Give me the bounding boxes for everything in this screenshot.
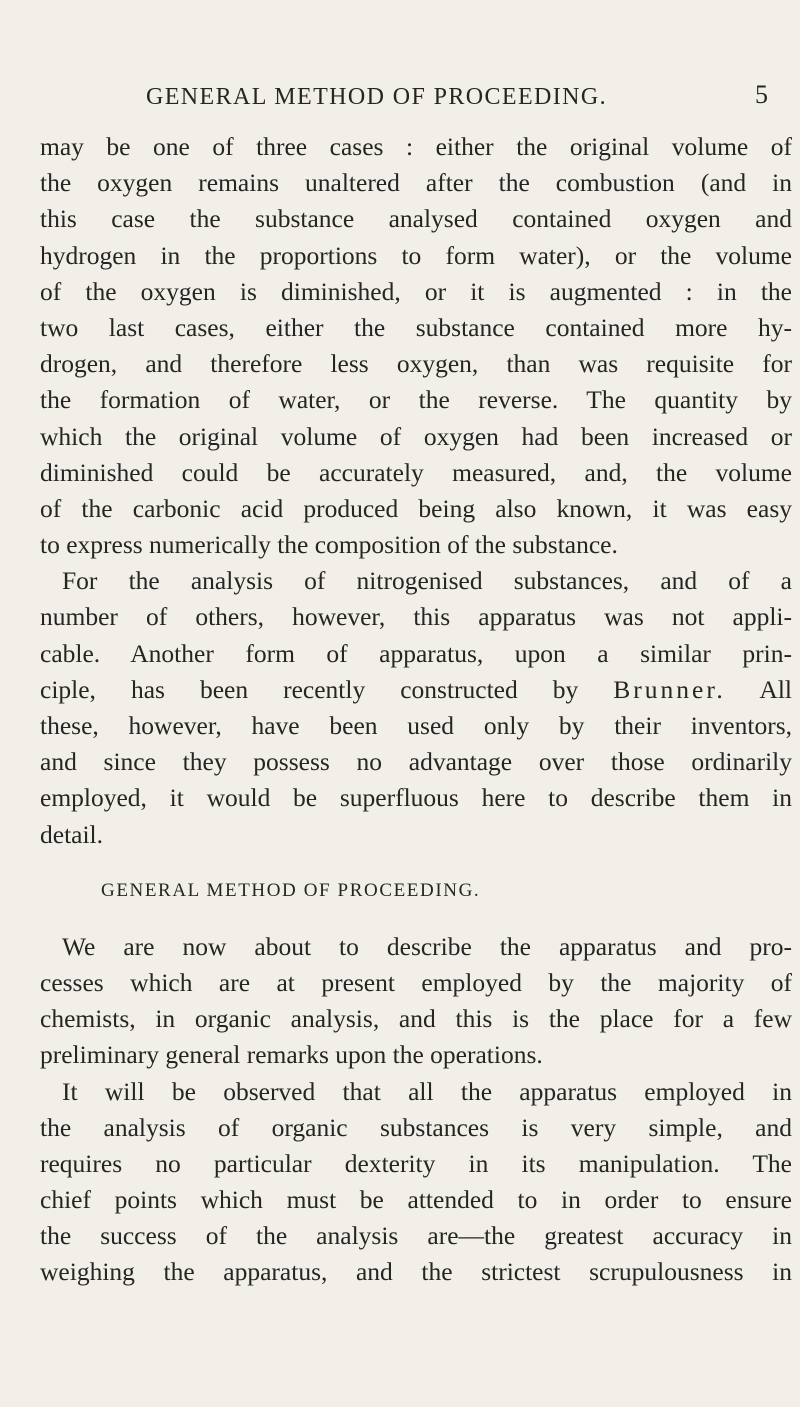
text-span: All: [759, 674, 792, 704]
text-span: ciple, has been recently constructed by: [40, 674, 579, 704]
text-line: of the carbonic acid produced being also known, it was easy: [40, 493, 792, 523]
paragraph: [40, 129, 792, 563]
text-line: chief points which must be attended to in order to ensure: [40, 1185, 792, 1215]
text-line: We are now about to describe the apparatus and pro-: [62, 931, 792, 961]
text-line: which the original volume of oxygen had been increased or: [40, 421, 792, 451]
text-line: employed, it would be superfluous here to describe them in: [40, 783, 792, 813]
text-line: cable. Another form of apparatus, upon a similar prin-: [40, 638, 792, 668]
text-line: [40, 672, 792, 708]
text-line: For the analysis of nitrogenised substances, and of a: [62, 566, 792, 596]
running-title: GENERAL METHOD OF PROCEEDING.: [146, 84, 608, 110]
text-line: the analysis of organic substances is very simple, and: [40, 1112, 792, 1142]
body-text: [40, 129, 792, 1291]
text-line: the oxygen remains unaltered after the combustion (and in: [40, 168, 792, 198]
running-head: [0, 78, 800, 114]
text-line: weighing the apparatus, and the strictest scrupulousness in: [40, 1257, 792, 1287]
text-line: the success of the analysis are—the greatest accuracy in: [40, 1221, 792, 1251]
paragraph: [40, 563, 792, 853]
text-line: may be one of three cases : either the original volume of: [40, 132, 792, 161]
section-heading: GENERAL METHOD OF PROCEEDING.: [101, 879, 481, 901]
text-line: requires no particular dexterity in its manipulation. The: [40, 1148, 792, 1178]
paragraph: [40, 929, 792, 1074]
text-line: this case the substance analysed contained oxygen and: [40, 204, 792, 234]
text-line: number of others, however, this apparatus was not appli-: [40, 602, 792, 632]
text-line: It will be observed that all the apparatus employed in: [62, 1076, 792, 1106]
text-line: of the oxygen is diminished, or it is augmented : in the: [40, 276, 792, 306]
text-line: two last cases, either the substance contained more hy-: [40, 312, 792, 342]
text-line: drogen, and therefore less oxygen, than was requisite for: [40, 349, 792, 379]
text-line: these, however, have been used only by their inventors,: [40, 711, 792, 740]
text-line: the formation of water, or the reverse. The quantity by: [40, 385, 792, 415]
text-line: to express numerically the composition of the substance.: [40, 530, 618, 560]
text-line: chemists, in organic analysis, and this is the place for a few: [40, 1004, 792, 1034]
text-line: detail.: [40, 819, 104, 849]
text-line: diminished could be accurately measured, and, the volume: [40, 457, 792, 487]
page-number: 5: [755, 80, 768, 109]
inventor-name: Brunner.: [613, 674, 726, 704]
text-line: preliminary general remarks upon the operations.: [40, 1040, 543, 1070]
paragraph: [40, 1074, 792, 1291]
text-line: cesses which are at present employed by the majority of: [40, 967, 792, 997]
text-line: and since they possess no advantage over those ordinarily: [40, 747, 792, 777]
text-line: hydrogen in the proportions to form water), or the volume: [40, 240, 792, 270]
